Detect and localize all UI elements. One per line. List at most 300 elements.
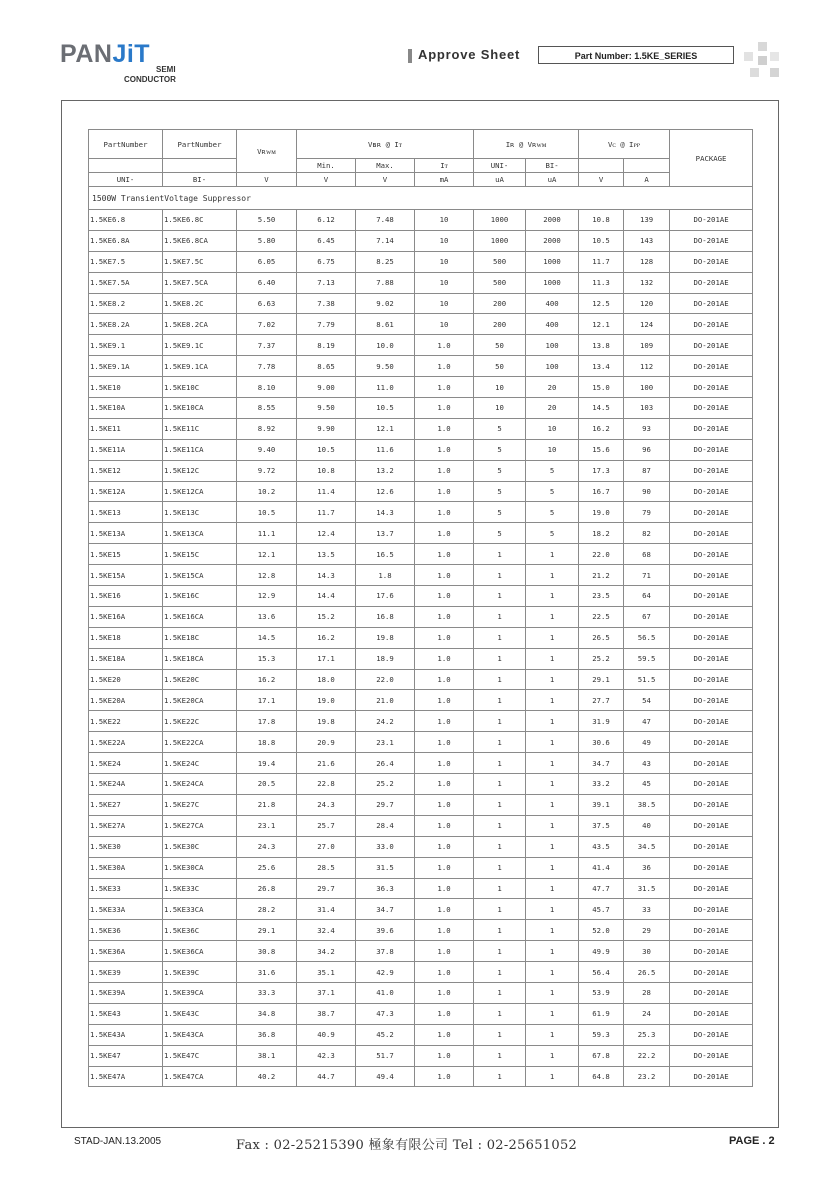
- cell-it: 10: [415, 272, 474, 293]
- cell-vbr-max: 47.3: [356, 1003, 415, 1024]
- cell-bi-part: 1.5KE47CA: [163, 1066, 237, 1087]
- cell-vc: 17.3: [579, 460, 624, 481]
- cell-ir-uni: 1: [474, 690, 526, 711]
- cell-vbr-min: 7.13: [297, 272, 356, 293]
- cell-ir-bi: 1: [526, 815, 579, 836]
- cell-vrwm: 7.37: [237, 335, 297, 356]
- cell-bi-part: 1.5KE22C: [163, 711, 237, 732]
- cell-ir-uni: 1: [474, 711, 526, 732]
- table-row: [89, 878, 753, 899]
- header-ir-uni: UNI-: [474, 159, 526, 173]
- cell-package: DO-201AE: [670, 565, 753, 586]
- cell-uni-part: 1.5KE47: [89, 1045, 163, 1066]
- cell-package: DO-201AE: [670, 878, 753, 899]
- cell-uni-part: 1.5KE12: [89, 460, 163, 481]
- cell-vbr-min: 38.7: [297, 1003, 356, 1024]
- cell-ir-uni: 1000: [474, 210, 526, 231]
- cell-vc: 27.7: [579, 690, 624, 711]
- cell-vbr-min: 24.3: [297, 794, 356, 815]
- table-row: [89, 732, 753, 753]
- cell-ir-bi: 5: [526, 481, 579, 502]
- title-accent-bar: [408, 49, 412, 63]
- cell-ir-bi: 1: [526, 606, 579, 627]
- cell-package: DO-201AE: [670, 460, 753, 481]
- cell-it: 1.0: [415, 1066, 474, 1087]
- cell-ir-bi: 1: [526, 732, 579, 753]
- cell-vbr-max: 11.0: [356, 377, 415, 398]
- cell-it: 1.0: [415, 1045, 474, 1066]
- cell-it: 1.0: [415, 1003, 474, 1024]
- cell-vrwm: 23.1: [237, 815, 297, 836]
- cell-vc: 22.0: [579, 544, 624, 565]
- cell-ir-uni: 5: [474, 502, 526, 523]
- cell-it: 1.0: [415, 586, 474, 607]
- table-row: [89, 627, 753, 648]
- cell-vc: 21.2: [579, 565, 624, 586]
- cell-bi-part: 1.5KE16C: [163, 586, 237, 607]
- cell-ir-bi: 1: [526, 1066, 579, 1087]
- cell-ipp: 28: [624, 982, 670, 1003]
- cell-vrwm: 14.5: [237, 627, 297, 648]
- table-row: [89, 962, 753, 983]
- cell-uni-part: 1.5KE10A: [89, 398, 163, 419]
- cell-vbr-max: 7.14: [356, 230, 415, 251]
- cell-ipp: 82: [624, 523, 670, 544]
- cell-package: DO-201AE: [670, 899, 753, 920]
- header-min: Min.: [297, 159, 356, 173]
- table-row: [89, 293, 753, 314]
- cell-ir-uni: 1: [474, 794, 526, 815]
- cell-package: DO-201AE: [670, 314, 753, 335]
- header-ir-group: Iʀ @ Vʀᴡᴍ: [474, 130, 579, 159]
- cell-ir-bi: 20: [526, 377, 579, 398]
- cell-bi-part: 1.5KE20C: [163, 669, 237, 690]
- cell-vc: 49.9: [579, 941, 624, 962]
- cell-vc: 31.9: [579, 711, 624, 732]
- cell-bi-part: 1.5KE16CA: [163, 606, 237, 627]
- cell-vbr-min: 10.8: [297, 460, 356, 481]
- cell-package: DO-201AE: [670, 356, 753, 377]
- cell-package: DO-201AE: [670, 1045, 753, 1066]
- cell-package: DO-201AE: [670, 669, 753, 690]
- cell-vbr-max: 34.7: [356, 899, 415, 920]
- cell-vbr-max: 39.6: [356, 920, 415, 941]
- document-title: Approve Sheet: [418, 47, 521, 62]
- cell-ir-uni: 1: [474, 586, 526, 607]
- cell-vrwm: 16.2: [237, 669, 297, 690]
- cell-uni-part: 1.5KE47A: [89, 1066, 163, 1087]
- cell-ipp: 40: [624, 815, 670, 836]
- cell-uni-part: 1.5KE30A: [89, 857, 163, 878]
- cell-ipp: 139: [624, 210, 670, 231]
- header-blank-bi: [163, 159, 237, 173]
- cell-vc: 39.1: [579, 794, 624, 815]
- cell-it: 1.0: [415, 732, 474, 753]
- cell-package: DO-201AE: [670, 481, 753, 502]
- cell-it: 1.0: [415, 523, 474, 544]
- cell-it: 1.0: [415, 439, 474, 460]
- cell-uni-part: 1.5KE8.2A: [89, 314, 163, 335]
- cell-vbr-min: 8.19: [297, 335, 356, 356]
- cell-it: 1.0: [415, 878, 474, 899]
- cell-ir-uni: 1: [474, 982, 526, 1003]
- cell-vbr-min: 6.12: [297, 210, 356, 231]
- cell-vrwm: 17.1: [237, 690, 297, 711]
- cell-package: DO-201AE: [670, 648, 753, 669]
- cell-uni-part: 1.5KE22A: [89, 732, 163, 753]
- cell-ipp: 51.5: [624, 669, 670, 690]
- header-vrwm: Vʀᴡᴍ: [237, 130, 297, 173]
- cell-it: 1.0: [415, 377, 474, 398]
- cell-vc: 30.6: [579, 732, 624, 753]
- cell-vbr-max: 22.0: [356, 669, 415, 690]
- cell-uni-part: 1.5KE24: [89, 753, 163, 774]
- cell-vrwm: 10.2: [237, 481, 297, 502]
- cell-package: DO-201AE: [670, 272, 753, 293]
- cell-vbr-min: 28.5: [297, 857, 356, 878]
- cell-ir-bi: 400: [526, 314, 579, 335]
- cell-ipp: 34.5: [624, 836, 670, 857]
- cell-vbr-max: 1.8: [356, 565, 415, 586]
- cell-vbr-min: 11.7: [297, 502, 356, 523]
- cell-ipp: 54: [624, 690, 670, 711]
- cell-vrwm: 6.05: [237, 251, 297, 272]
- cell-uni-part: 1.5KE39: [89, 962, 163, 983]
- cell-ir-bi: 2000: [526, 210, 579, 231]
- cell-vc: 34.7: [579, 753, 624, 774]
- cell-vc: 56.4: [579, 962, 624, 983]
- cell-bi-part: 1.5KE47C: [163, 1045, 237, 1066]
- cell-vc: 53.9: [579, 982, 624, 1003]
- cell-it: 1.0: [415, 335, 474, 356]
- cell-vc: 23.5: [579, 586, 624, 607]
- cell-ipp: 22.2: [624, 1045, 670, 1066]
- cell-vbr-min: 31.4: [297, 899, 356, 920]
- cell-vrwm: 24.3: [237, 836, 297, 857]
- table-row: [89, 753, 753, 774]
- cell-vrwm: 34.8: [237, 1003, 297, 1024]
- cell-uni-part: 1.5KE8.2: [89, 293, 163, 314]
- cell-package: DO-201AE: [670, 962, 753, 983]
- cell-vrwm: 38.1: [237, 1045, 297, 1066]
- cell-package: DO-201AE: [670, 1024, 753, 1045]
- table-row: [89, 460, 753, 481]
- cell-it: 1.0: [415, 418, 474, 439]
- cell-bi-part: 1.5KE12C: [163, 460, 237, 481]
- cell-bi-part: 1.5KE7.5CA: [163, 272, 237, 293]
- cell-vbr-min: 6.45: [297, 230, 356, 251]
- cell-ir-bi: 1: [526, 669, 579, 690]
- cell-bi-part: 1.5KE39CA: [163, 982, 237, 1003]
- unit-vc: V: [579, 173, 624, 187]
- cell-ir-bi: 1: [526, 544, 579, 565]
- table-row: [89, 418, 753, 439]
- cell-vbr-min: 32.4: [297, 920, 356, 941]
- cell-it: 1.0: [415, 398, 474, 419]
- cell-package: DO-201AE: [670, 815, 753, 836]
- cell-vrwm: 8.92: [237, 418, 297, 439]
- cell-ir-bi: 1: [526, 962, 579, 983]
- cell-vbr-max: 36.3: [356, 878, 415, 899]
- cell-bi-part: 1.5KE15C: [163, 544, 237, 565]
- table-row: [89, 210, 753, 231]
- cell-it: 1.0: [415, 481, 474, 502]
- header-bi: BI-: [163, 173, 237, 187]
- cell-bi-part: 1.5KE36CA: [163, 941, 237, 962]
- cell-vbr-min: 12.4: [297, 523, 356, 544]
- cell-ir-bi: 5: [526, 523, 579, 544]
- cell-ipp: 33: [624, 899, 670, 920]
- cell-ir-uni: 5: [474, 460, 526, 481]
- cell-vc: 14.5: [579, 398, 624, 419]
- cell-uni-part: 1.5KE30: [89, 836, 163, 857]
- cell-ipp: 31.5: [624, 878, 670, 899]
- cell-bi-part: 1.5KE10C: [163, 377, 237, 398]
- cell-vc: 25.2: [579, 648, 624, 669]
- cell-package: DO-201AE: [670, 941, 753, 962]
- cell-package: DO-201AE: [670, 606, 753, 627]
- cell-vbr-min: 8.65: [297, 356, 356, 377]
- cell-ipp: 93: [624, 418, 670, 439]
- cell-ir-uni: 1: [474, 1066, 526, 1087]
- logo-subtitle-conductor: CONDUCTOR: [124, 75, 176, 84]
- cell-ir-bi: 5: [526, 460, 579, 481]
- cell-vbr-min: 19.0: [297, 690, 356, 711]
- table-row: [89, 711, 753, 732]
- cell-vrwm: 13.6: [237, 606, 297, 627]
- cell-vbr-max: 33.0: [356, 836, 415, 857]
- cell-ipp: 29: [624, 920, 670, 941]
- cell-vbr-min: 15.2: [297, 606, 356, 627]
- cell-ir-uni: 1: [474, 627, 526, 648]
- cell-vbr-max: 24.2: [356, 711, 415, 732]
- cell-ipp: 25.3: [624, 1024, 670, 1045]
- cell-vrwm: 33.3: [237, 982, 297, 1003]
- cell-ir-bi: 1: [526, 1024, 579, 1045]
- cell-it: 1.0: [415, 815, 474, 836]
- cell-package: DO-201AE: [670, 502, 753, 523]
- cell-vbr-max: 18.9: [356, 648, 415, 669]
- cell-uni-part: 1.5KE27A: [89, 815, 163, 836]
- unit-ipp: A: [624, 173, 670, 187]
- cell-ir-uni: 50: [474, 356, 526, 377]
- cell-vrwm: 26.8: [237, 878, 297, 899]
- cell-ir-bi: 1: [526, 1003, 579, 1024]
- cell-vrwm: 12.8: [237, 565, 297, 586]
- cell-ir-bi: 1: [526, 565, 579, 586]
- cell-vrwm: 21.8: [237, 794, 297, 815]
- cell-vrwm: 7.02: [237, 314, 297, 335]
- cell-ir-uni: 1: [474, 606, 526, 627]
- cell-ir-bi: 1000: [526, 251, 579, 272]
- cell-ipp: 64: [624, 586, 670, 607]
- cell-bi-part: 1.5KE24C: [163, 753, 237, 774]
- cell-ipp: 47: [624, 711, 670, 732]
- cell-it: 1.0: [415, 1024, 474, 1045]
- cell-vbr-max: 28.4: [356, 815, 415, 836]
- table-row: [89, 398, 753, 419]
- table-row: [89, 815, 753, 836]
- cell-package: DO-201AE: [670, 335, 753, 356]
- cell-vrwm: 10.5: [237, 502, 297, 523]
- cell-ipp: 45: [624, 774, 670, 795]
- table-row: [89, 586, 753, 607]
- cell-ipp: 30: [624, 941, 670, 962]
- cell-vbr-min: 18.0: [297, 669, 356, 690]
- cell-uni-part: 1.5KE20A: [89, 690, 163, 711]
- cell-vbr-min: 16.2: [297, 627, 356, 648]
- cell-ir-uni: 1: [474, 878, 526, 899]
- cell-package: DO-201AE: [670, 418, 753, 439]
- cell-vbr-max: 37.8: [356, 941, 415, 962]
- cell-ir-bi: 1: [526, 982, 579, 1003]
- unit-max: V: [356, 173, 415, 187]
- cell-ir-uni: 5: [474, 418, 526, 439]
- cell-it: 1.0: [415, 941, 474, 962]
- cell-vc: 15.6: [579, 439, 624, 460]
- cell-package: DO-201AE: [670, 251, 753, 272]
- cell-vbr-max: 7.48: [356, 210, 415, 231]
- cell-ir-bi: 1: [526, 836, 579, 857]
- cell-bi-part: 1.5KE43C: [163, 1003, 237, 1024]
- table-row: [89, 1045, 753, 1066]
- cell-ipp: 109: [624, 335, 670, 356]
- cell-vc: 16.7: [579, 481, 624, 502]
- cell-uni-part: 1.5KE36: [89, 920, 163, 941]
- cell-uni-part: 1.5KE10: [89, 377, 163, 398]
- table-row: [89, 941, 753, 962]
- cell-bi-part: 1.5KE33C: [163, 878, 237, 899]
- header-blank-uni: [89, 159, 163, 173]
- cell-ipp: 38.5: [624, 794, 670, 815]
- cell-vbr-max: 9.50: [356, 356, 415, 377]
- cell-ir-uni: 1: [474, 565, 526, 586]
- cell-it: 10: [415, 251, 474, 272]
- cell-ir-uni: 1: [474, 669, 526, 690]
- table-row: [89, 606, 753, 627]
- table-row: [89, 251, 753, 272]
- cell-it: 1.0: [415, 502, 474, 523]
- cell-vbr-max: 11.6: [356, 439, 415, 460]
- cell-vbr-min: 22.8: [297, 774, 356, 795]
- cell-ir-bi: 1: [526, 648, 579, 669]
- cell-package: DO-201AE: [670, 711, 753, 732]
- table-row: [89, 690, 753, 711]
- header-ir-bi: BI-: [526, 159, 579, 173]
- cell-vc: 12.5: [579, 293, 624, 314]
- cell-vbr-min: 17.1: [297, 648, 356, 669]
- page-number: PAGE . 2: [729, 1135, 775, 1147]
- cell-vrwm: 40.2: [237, 1066, 297, 1087]
- cell-package: DO-201AE: [670, 210, 753, 231]
- cell-ipp: 36: [624, 857, 670, 878]
- table-row: [89, 377, 753, 398]
- cell-uni-part: 1.5KE6.8A: [89, 230, 163, 251]
- cell-vc: 59.3: [579, 1024, 624, 1045]
- cell-uni-part: 1.5KE39A: [89, 982, 163, 1003]
- cell-bi-part: 1.5KE13CA: [163, 523, 237, 544]
- table-row: [89, 481, 753, 502]
- cell-bi-part: 1.5KE9.1CA: [163, 356, 237, 377]
- cell-vrwm: 9.40: [237, 439, 297, 460]
- cell-vrwm: 12.9: [237, 586, 297, 607]
- cell-vbr-min: 11.4: [297, 481, 356, 502]
- cell-bi-part: 1.5KE13C: [163, 502, 237, 523]
- cell-bi-part: 1.5KE20CA: [163, 690, 237, 711]
- table-row: [89, 857, 753, 878]
- cell-bi-part: 1.5KE8.2C: [163, 293, 237, 314]
- cell-ipp: 24: [624, 1003, 670, 1024]
- cell-ipp: 23.2: [624, 1066, 670, 1087]
- cell-vc: 47.7: [579, 878, 624, 899]
- cell-vbr-min: 42.3: [297, 1045, 356, 1066]
- cell-package: DO-201AE: [670, 586, 753, 607]
- cell-vbr-max: 42.9: [356, 962, 415, 983]
- cell-bi-part: 1.5KE30C: [163, 836, 237, 857]
- table-row: [89, 899, 753, 920]
- cell-ir-uni: 1: [474, 857, 526, 878]
- cell-it: 1.0: [415, 857, 474, 878]
- cell-uni-part: 1.5KE15A: [89, 565, 163, 586]
- cell-vc: 18.2: [579, 523, 624, 544]
- cell-ir-uni: 500: [474, 251, 526, 272]
- cell-it: 1.0: [415, 669, 474, 690]
- cell-package: DO-201AE: [670, 1066, 753, 1087]
- cell-vc: 29.1: [579, 669, 624, 690]
- cell-bi-part: 1.5KE15CA: [163, 565, 237, 586]
- cell-it: 1.0: [415, 690, 474, 711]
- cell-uni-part: 1.5KE33A: [89, 899, 163, 920]
- cell-vbr-min: 10.5: [297, 439, 356, 460]
- cell-package: DO-201AE: [670, 857, 753, 878]
- cell-ipp: 68: [624, 544, 670, 565]
- cell-vbr-max: 13.2: [356, 460, 415, 481]
- cell-ir-uni: 10: [474, 377, 526, 398]
- header-ipp-blank: [624, 159, 670, 173]
- cell-vbr-max: 8.61: [356, 314, 415, 335]
- cell-ir-bi: 1: [526, 857, 579, 878]
- cell-ipp: 26.5: [624, 962, 670, 983]
- cell-ipp: 71: [624, 565, 670, 586]
- cell-vbr-min: 14.4: [297, 586, 356, 607]
- unit-it: mA: [415, 173, 474, 187]
- cell-vc: 37.5: [579, 815, 624, 836]
- cell-uni-part: 1.5KE18A: [89, 648, 163, 669]
- cell-vrwm: 6.40: [237, 272, 297, 293]
- cell-vbr-min: 19.8: [297, 711, 356, 732]
- logo-subtitle-semi: SEMI: [156, 65, 176, 74]
- cell-ipp: 90: [624, 481, 670, 502]
- cell-ir-bi: 1: [526, 627, 579, 648]
- header-vc-group: Vᴄ @ Iᴘᴘ: [579, 130, 670, 159]
- cell-vrwm: 30.8: [237, 941, 297, 962]
- cell-ir-bi: 1: [526, 794, 579, 815]
- cell-it: 1.0: [415, 711, 474, 732]
- cell-vbr-max: 21.0: [356, 690, 415, 711]
- cell-it: 10: [415, 314, 474, 335]
- cell-package: DO-201AE: [670, 774, 753, 795]
- cell-vbr-max: 29.7: [356, 794, 415, 815]
- table-row: [89, 502, 753, 523]
- cell-ir-bi: 20: [526, 398, 579, 419]
- cell-vrwm: 18.8: [237, 732, 297, 753]
- cell-package: DO-201AE: [670, 753, 753, 774]
- cell-it: 1.0: [415, 606, 474, 627]
- cell-ir-uni: 1: [474, 1045, 526, 1066]
- unit-ir-uni: uA: [474, 173, 526, 187]
- cell-vrwm: 5.50: [237, 210, 297, 231]
- cell-ir-bi: 100: [526, 335, 579, 356]
